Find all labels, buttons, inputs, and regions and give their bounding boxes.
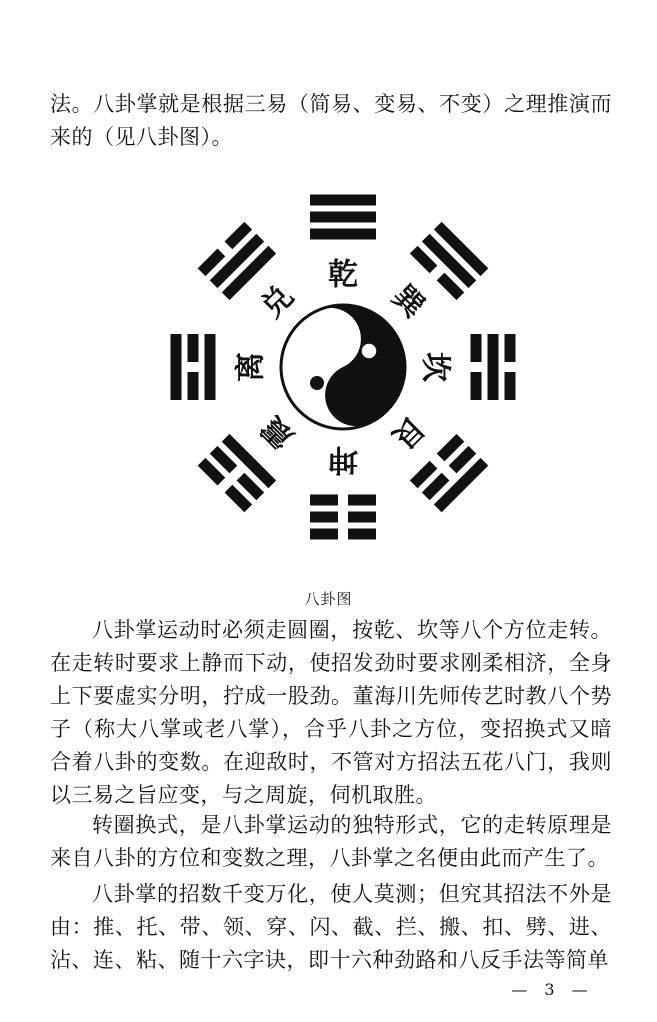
trigram-name-zhen: 震 — [254, 409, 301, 456]
trigram-name-qian: 乾 — [328, 257, 358, 293]
trigram-dui — [198, 222, 276, 300]
trigram-name-dui: 兑 — [254, 278, 301, 325]
trigram-name-gen: 艮 — [385, 409, 432, 456]
intro-paragraph: 法。八卦掌就是根据三易（简易、变易、不变）之理推演而来的（见八卦图）。 — [50, 92, 612, 149]
trigram-xun — [410, 222, 488, 300]
yin-yang-white-dot — [361, 343, 377, 359]
trigram-gen — [410, 434, 488, 512]
page-number: — 3 — — [511, 980, 594, 999]
trigram-name-li: 离 — [233, 352, 269, 382]
paragraph-1: 八卦掌运动时必须走圆圈，按乾、坎等八个方位走转。在走转时要求上静而下动，使招发劲时要求刚柔相济，全身上下要虚实分明，拧成一股劲。董海川先师传艺时教八个势子（称大八掌或老八掌），合乎八卦之方位，变招换式又暗合着八卦的变数。在迎敌时，不管对方招法五花八门，我则以三易之旨应变，与之周旋，伺机取胜。 — [50, 618, 612, 807]
trigram-qian — [310, 195, 376, 240]
yin-yang-black-dot — [310, 376, 324, 390]
trigram-name-kan: 坎 — [417, 352, 453, 382]
trigram-name-kun: 坤 — [328, 441, 358, 477]
bagua-diagram — [170, 182, 516, 552]
trigram-zhen — [198, 434, 276, 512]
paragraph-3: 八卦掌的招数千变万化，使人莫测；但究其招法不外是由：推、托、带、领、穿、闪、截、拦、搬、扣、劈、进、沾、连、粘、随十六字诀，即十六种劲路和八反手法等简单 — [50, 882, 612, 972]
trigram-li — [171, 334, 216, 400]
figure-caption: 八卦图 — [304, 590, 353, 608]
trigram-kan — [471, 334, 516, 400]
paragraph-2: 转圈换式，是八卦掌运动的独特形式，它的走转原理是来自八卦的方位和变数之理，八卦掌之名便由此而产生了。 — [50, 813, 612, 870]
trigram-kun — [310, 495, 376, 540]
trigram-name-xun: 巽 — [385, 278, 432, 325]
